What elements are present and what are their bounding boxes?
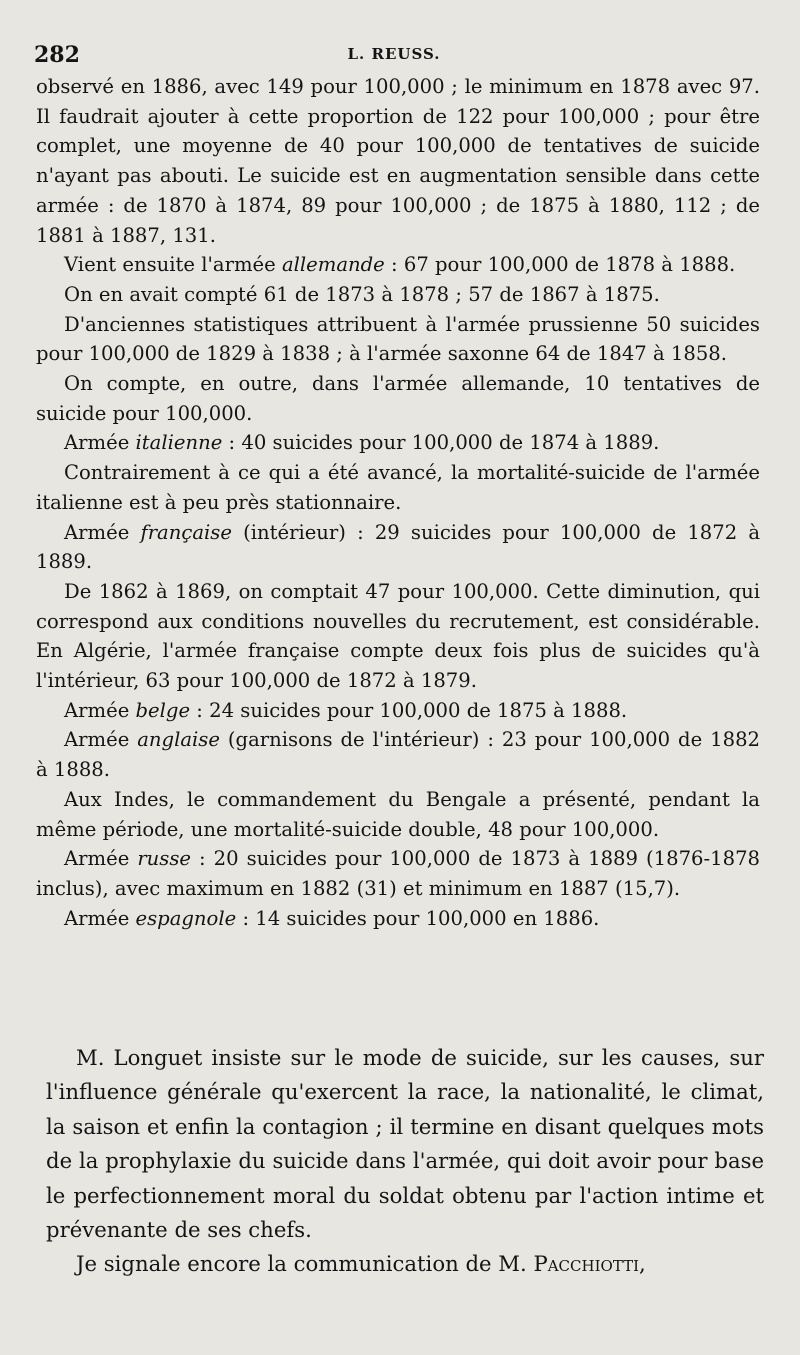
paragraph-french-army: Armée française (intérieur) : 29 suicides pour 100,000 de 1872 à 1889.: [36, 520, 761, 574]
paragraph: On en avait compté 61 de 1873 à 1878 ; 57 de 1867 à 1875.: [64, 282, 660, 306]
paragraph: Aux Indes, le commandement du Bengale a présenté, pendant la même période, une mortalité-suicide double, 48 pour 100,000.: [36, 787, 760, 841]
running-head-author: L. REUSS.: [347, 45, 441, 63]
paragraph-english-army: Armée anglaise (garnisons de l'intérieur) : 23 pour 100,000 de 1882 à 1888.: [36, 728, 760, 782]
paragraph: Contrairement à ce qui a été avancé, la mortalité-suicide de l'armée italienne est à peu près stationnaire.: [36, 461, 760, 514]
paragraph-belgian-army: Armée belge : 24 suicides pour 100,000 de 1875 à 1888.: [64, 698, 628, 722]
running-header: [34, 42, 754, 72]
page-number: 282: [34, 42, 80, 68]
paragraph-russian-army: Armée russe : 20 suicides pour 100,000 de 1873 à 1889 (1876-1878 inclus), avec maximum en 1882 (31) et minimum en 1887 (15,7).: [36, 847, 760, 900]
paragraph: On compte, en outre, dans l'armée allemande, 10 tentatives de suicide pour 100,000.: [36, 372, 760, 425]
commentary-section: [46, 1041, 764, 1282]
paragraph-continuation: observé en 1886, avec 149 pour 100,000 ; le minimum en 1878 avec 97. Il faudrait ajouter à cette proportion de 122 pour 100,000 ; pour être complet, une moyenne de 40 pour 100,000 de tentatives de suicide n'ayant pas abouti. Le suicide est en augmentation sensible dans cette armée : de 1870 à 1874, 89 pour 100,000 ; de 1875 à 1880, 112 ; de 1881 à 1887, 131.: [36, 75, 760, 247]
paragraph: De 1862 à 1869, on comptait 47 pour 100,000. Cette diminution, qui correspond aux conditions nouvelles du recrutement, est considérable. En Algérie, l'armée française compte deux fois plus de suicides qu'à l'intérieur, 63 pour 100,000 de 1872 à 1879.: [36, 579, 760, 693]
paragraph: D'anciennes statistiques attribuent à l'armée prussienne 50 suicides pour 100,000 de 1829 à 1838 ; à l'armée saxonne 64 de 1847 à 1858.: [36, 312, 760, 366]
paragraph-pacchiotti: Je signale encore la communication de M. Pacchiotti,: [76, 1251, 646, 1277]
paragraph-spanish-army: Armée espagnole : 14 suicides pour 100,000 en 1886.: [64, 906, 600, 930]
paragraph-longuet: M. Longuet insiste sur le mode de suicide, sur les causes, sur l'influence générale qu'exercent la race, la nationalité, le climat, la saison et enfin la contagion ; il termine en disant quelques mots de la prophylaxie du suicide dans l'armée, qui doit avoir pour base le perfectionnement moral du soldat obtenu par l'action intime et prévenante de ses chefs.: [46, 1045, 764, 1243]
paragraph-italian-army: Armée italienne : 40 suicides pour 100,000 de 1874 à 1889.: [64, 431, 660, 455]
paragraph-german-army: Vient ensuite l'armée allemande : 67 pour 100,000 de 1878 à 1888.: [64, 253, 736, 277]
statistics-section: [36, 72, 760, 933]
